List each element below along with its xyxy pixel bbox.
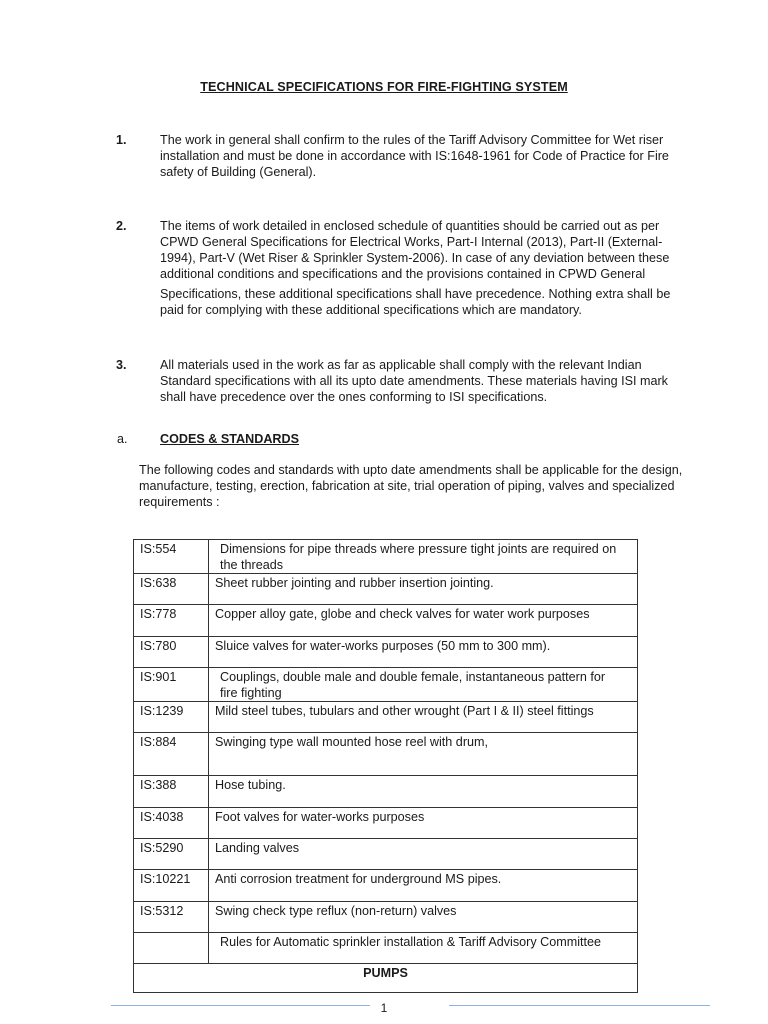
description-line: fire fighting: [220, 686, 282, 700]
description-line: Couplings, double male and double female, instantaneous pattern for: [220, 670, 606, 684]
text-line: CPWD General Specifications for Electrical Works, Part-I Internal (2013), Part-II (External-: [160, 235, 663, 249]
standard-description: [209, 776, 638, 808]
table-row: [134, 902, 638, 933]
standard-description: [209, 870, 638, 902]
table-row: [134, 808, 638, 839]
table-row: [134, 870, 638, 902]
standard-description: [209, 902, 638, 933]
text-line: 1994), Part-V (Wet Riser & Sprinkler System-2006). In case of any deviation between these: [160, 251, 670, 265]
text-line: additional conditions and specifications and the provisions contained in CPWD General: [160, 267, 646, 281]
section-letter: a.: [117, 432, 128, 446]
table-row: [134, 605, 638, 637]
pumps-row: [134, 964, 638, 993]
table-row: [134, 776, 638, 808]
standard-code: IS:388: [134, 776, 209, 808]
standard-code: IS:5312: [134, 902, 209, 933]
description-line: Sluice valves for water-works purposes (50 mm to 300 mm).: [215, 639, 551, 653]
description-line: Dimensions for pipe threads where pressure tight joints are required on: [220, 542, 617, 556]
description-line: the threads: [220, 558, 284, 572]
description-line: Rules for Automatic sprinkler installation & Tariff Advisory Committee: [220, 935, 601, 949]
text-line: safety of Building (General).: [160, 165, 317, 179]
standard-description: [209, 702, 638, 733]
page-number: 1: [380, 1001, 388, 1015]
standard-description: [209, 668, 638, 702]
text-line: requirements :: [139, 495, 220, 509]
document-title: TECHNICAL SPECIFICATIONS FOR FIRE-FIGHTING SYSTEM: [200, 80, 568, 94]
standard-description: [209, 808, 638, 839]
text-line: installation and must be done in accordance with IS:1648-1961 for Code of Practice for Fire: [160, 149, 669, 163]
section-heading: CODES & STANDARDS: [160, 432, 300, 446]
clause-number: 2.: [116, 219, 127, 233]
clause-number: 3.: [116, 358, 127, 372]
standard-description: [209, 733, 638, 776]
text-line: Specifications, these additional specifications shall have precedence. Nothing extra shall be: [160, 287, 671, 301]
description-line: Sheet rubber jointing and rubber insertion jointing.: [215, 576, 494, 590]
standard-code: IS:780: [134, 637, 209, 668]
standard-description: [209, 540, 638, 574]
table-row: [134, 637, 638, 668]
text-line: manufacture, testing, erection, fabrication at site, trial operation of piping, valves and specialized: [139, 479, 675, 493]
standard-description: [209, 605, 638, 637]
clause-text: [160, 357, 700, 405]
table-row: [134, 574, 638, 605]
description-line: Landing valves: [215, 841, 300, 855]
standard-code: IS:638: [134, 574, 209, 605]
table-row: [134, 702, 638, 733]
text-line: shall have precedence over the ones conforming to ISI specifications.: [160, 390, 548, 404]
standard-description: [209, 574, 638, 605]
description-line: [215, 750, 631, 766]
standard-code: IS:554: [134, 540, 209, 574]
pumps-heading: PUMPS: [134, 964, 638, 993]
codes-table: [133, 539, 638, 993]
text-line: The work in general shall confirm to the rules of the Tariff Advisory Committee for Wet riser: [160, 133, 664, 147]
clause-text: [160, 132, 700, 180]
text-line: paid for complying with these additional specifications which are mandatory.: [160, 303, 582, 317]
standard-code: IS:884: [134, 733, 209, 776]
standard-code: IS:4038: [134, 808, 209, 839]
description-line: Copper alloy gate, globe and check valves for water work purposes: [215, 607, 590, 621]
standard-code: [134, 933, 209, 964]
table-row: [134, 668, 638, 702]
description-line: Mild steel tubes, tubulars and other wrought (Part I & II) steel fittings: [215, 704, 594, 718]
text-line: The following codes and standards with upto date amendments shall be applicable for the design,: [139, 463, 683, 477]
table-row: [134, 839, 638, 870]
footer-rule-right: [449, 1005, 710, 1006]
standard-code: IS:778: [134, 605, 209, 637]
section-intro: [139, 462, 709, 510]
description-line: Swinging type wall mounted hose reel with drum,: [215, 735, 489, 749]
clause-text: [160, 218, 700, 318]
standard-description: [209, 839, 638, 870]
description-line: Foot valves for water-works purposes: [215, 810, 425, 824]
text-line: Standard specifications with all its upto date amendments. These materials having ISI mark: [160, 374, 668, 388]
description-line: Hose tubing.: [215, 778, 286, 792]
standard-description: [209, 933, 638, 964]
clause-number: 1.: [116, 133, 127, 147]
standard-code: IS:1239: [134, 702, 209, 733]
standard-description: [209, 637, 638, 668]
table-row: [134, 933, 638, 964]
standard-code: IS:901: [134, 668, 209, 702]
codes-table-body: [134, 540, 638, 964]
description-line: Swing check type reflux (non-return) valves: [215, 904, 457, 918]
standard-code: IS:5290: [134, 839, 209, 870]
text-line: All materials used in the work as far as applicable shall comply with the relevant Indian: [160, 358, 642, 372]
text-line: The items of work detailed in enclosed schedule of quantities should be carried out as per: [160, 219, 660, 233]
description-line: Anti corrosion treatment for underground MS pipes.: [215, 872, 502, 886]
table-row: [134, 733, 638, 776]
table-row: [134, 540, 638, 574]
standard-code: IS:10221: [134, 870, 209, 902]
